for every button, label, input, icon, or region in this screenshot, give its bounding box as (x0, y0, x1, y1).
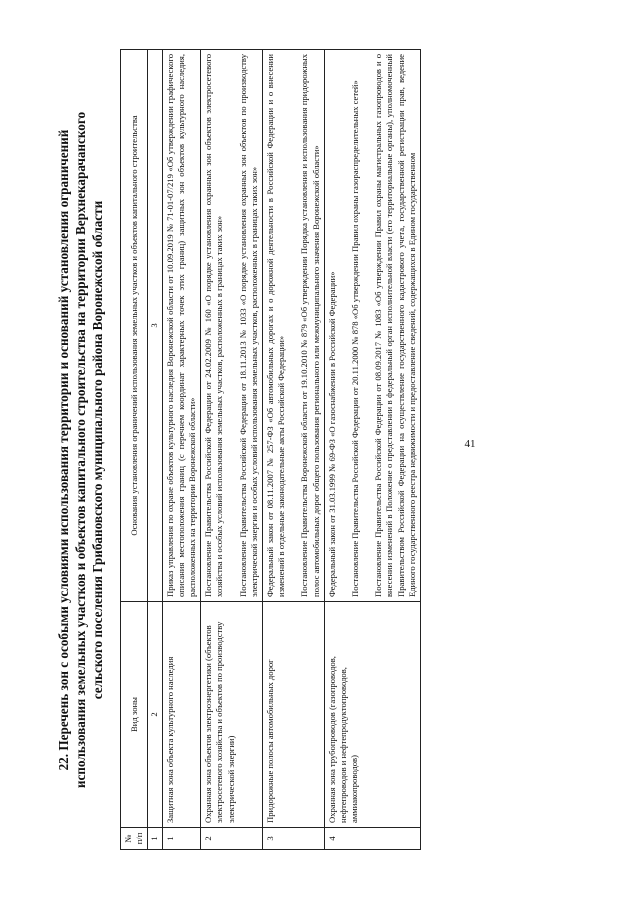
table-row (263, 50, 325, 850)
row-num: 2 (201, 828, 263, 850)
header-zone: Вид зоны (121, 602, 148, 828)
basis-cell (263, 50, 325, 602)
table-row (324, 50, 420, 850)
zone-type: Защитная зона объекта культурного наследия (162, 602, 201, 828)
heading-line-3: сельского поселения Грибановского муниципального района Воронежской области (90, 200, 105, 700)
basis-document: Постановление Правительства Воронежской области от 19.10.2010 № 879 «Об утверждении Порядка установления и использования придорожных полос автомобильных дорог общего пользования регионального или межмуниципального значения Воронежской области» (299, 54, 321, 597)
col-number-2: 2 (148, 602, 162, 828)
basis-cell (162, 50, 201, 602)
row-num: 1 (162, 828, 201, 850)
basis-document: Постановление Правительства Российской Федерации от 08.09.2017 № 1083 «Об утверждении Правил охраны магистральных газопроводов и о внесении изменений в Положение о представлении в федеральный орган исполнительной власти (его территориальные органы), уполномоченный Правительством Российской Федерации на осуществление государственного кадастрового учета, государственной регистрации прав, ведение Единого государственного реестра недвижимости и предоставление сведений, содержащихся в Едином государственном (373, 54, 417, 597)
zones-table (120, 49, 421, 850)
table-row (162, 50, 201, 850)
rotated-page-content (55, 50, 575, 850)
basis-document: Постановление Правительства Российской Федерации от 18.11.2013 № 1033 «О порядке установления охранных зон объектов по производству электрической энергии и особых условий использования земельных участков, расположенных в границах таких зон» (237, 54, 259, 597)
heading-line-1: 22. Перечень зон с особыми условиями использования территории и оснований установления ограничений (56, 129, 71, 771)
basis-document: Постановление Правительства Российской Федерации от 24.02.2009 № 160 «О порядке установления охранных зон объектов электросетевого хозяйства и особых условий использования земельных участков, расположенных в границах таких зон» (203, 54, 225, 597)
basis-document: Федеральный закон от 31.03.1999 № 69-ФЗ «О газоснабжении в Российской Федерации» (326, 271, 337, 597)
row-num: 3 (263, 828, 325, 850)
basis-cell (324, 50, 420, 602)
page-number: 41 (464, 438, 476, 450)
col-number-3: 3 (148, 50, 162, 602)
zone-type: Охранная зона трубопроводов (газопроводов, нефтепроводов и нефтепродуктопроводов, аммиакопроводов) (324, 602, 420, 828)
row-num: 4 (324, 828, 420, 850)
table-header-row (121, 50, 148, 850)
zone-type: Охранная зона объектов электроэнергетики (объектов электросетевого хозяйства и объектов по производству электрической энергии) (201, 602, 263, 828)
document-heading (55, 50, 106, 850)
heading-line-2: использования земельных участков и объектов капитального строительства на территории Верхнекарачанского (73, 111, 88, 789)
header-basis: Основания установления ограничений использования земельных участков и объектов капитального строительства (121, 50, 148, 602)
header-num: № п/п (121, 828, 148, 850)
basis-cell (201, 50, 263, 602)
basis-document: Приказ управления по охране объектов культурного наследия Воронежской области от 10.09.2019 № 71-01-07/219 «Об утверждении графического описания местоположения границ (с перечнем координат характерных точек этих границ) защитных зон объектов культурного наследия, расположенных на территории Воронежской области» (164, 54, 198, 597)
basis-document: Федеральный закон от 08.11.2007 № 257-ФЗ «Об автомобильных дорогах и о дорожной деятельности в Российской Федерации и о внесении изменений в отдельные законодательные акты Российской Федерации» (265, 54, 287, 597)
col-number-1: 1 (148, 828, 162, 850)
column-number-row (148, 50, 162, 850)
zone-type: Придорожные полосы автомобильных дорог (263, 602, 325, 828)
table-row (201, 50, 263, 850)
basis-document: Постановление Правительства Российской Федерации от 20.11.2000 № 878 «Об утверждении Правил охраны газораспределительных сетей» (350, 80, 361, 597)
